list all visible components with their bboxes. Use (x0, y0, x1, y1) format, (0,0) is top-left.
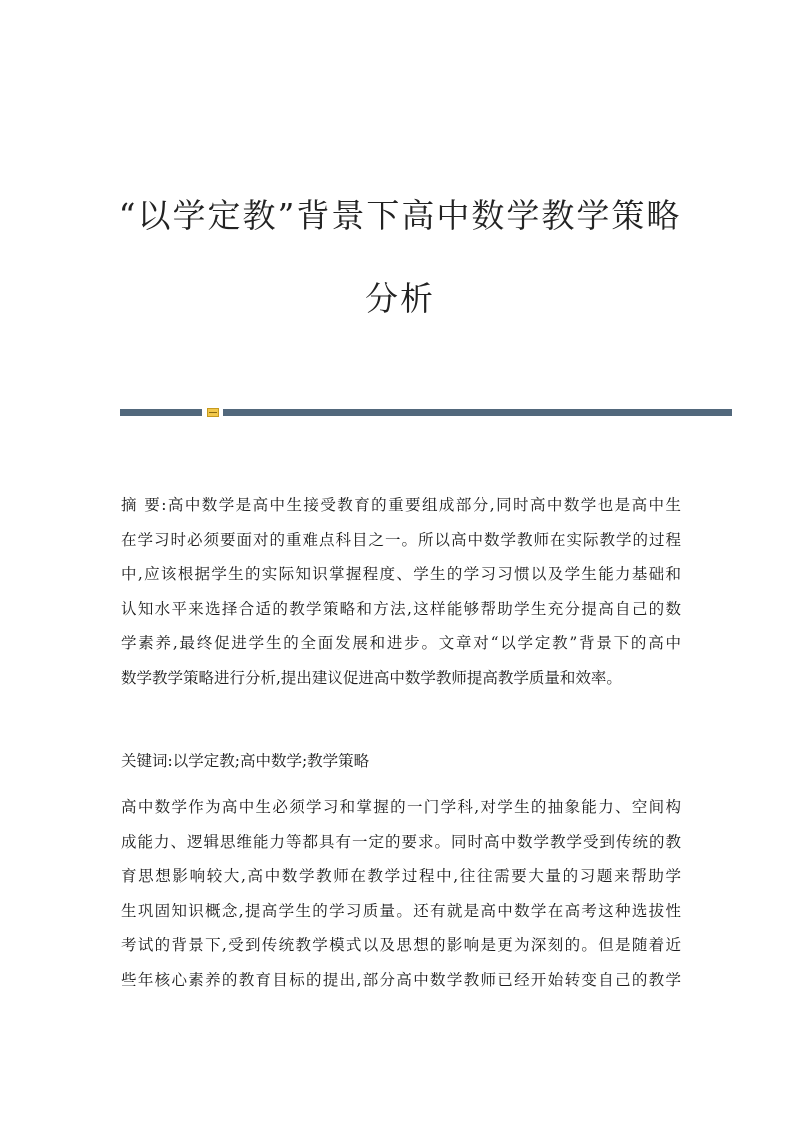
body-line: 生巩固知识概念,提高学生的学习质量。还有就是高中数学在高考这种选拔性 (121, 901, 681, 920)
body-line: 成能力、逻辑思维能力等都具有一定的要求。同时高中数学教学受到传统的教 (121, 832, 681, 851)
divider-bar-right (223, 409, 732, 416)
body-paragraph (121, 790, 681, 997)
abstract-line: 摘 要:高中数学是高中生接受教育的重要组成部分,同时高中数学也是高中生 (121, 496, 681, 514)
title-divider (120, 404, 732, 418)
abstract-line: 数学教学策略进行分析,提出建议促进高中数学教师提高教学质量和效率。 (121, 668, 622, 687)
keywords-line: 关键词:以学定教;高中数学;教学策略 (121, 752, 370, 770)
document-title-line-2: 分析 (365, 279, 435, 318)
keywords (121, 744, 681, 779)
body-line: 育思想影响较大,高中数学教师在教学过程中,往往需要大量的习题来帮助学 (121, 867, 681, 885)
body-line: 考试的背景下,受到传统教学模式以及思想的影响是更为深刻的。但是随着近 (121, 936, 681, 954)
document-title-line-1: “以学定教”背景下高中数学教学策略 (118, 196, 682, 235)
divider-ornament-icon (207, 408, 219, 417)
abstract-line: 中,应该根据学生的实际知识掌握程度、学生的学习习惯以及学生能力基础和 (121, 565, 681, 583)
abstract-line: 学素养,最终促进学生的全面发展和进步。文章对“以学定教”背景下的高中 (121, 634, 681, 652)
body-line: 高中数学作为高中生必须学习和掌握的一门学科,对学生的抽象能力、空间构 (121, 798, 681, 816)
divider-bar-left (120, 409, 202, 416)
body-line: 些年核心素养的教育目标的提出,部分高中数学教师已经开始转变自己的教学 (121, 970, 681, 989)
abstract-line: 在学习时必须要面对的重难点科目之一。所以高中数学教师在实际教学的过程 (121, 530, 681, 549)
abstract (121, 488, 681, 695)
abstract-line: 认知水平来选择合适的教学策略和方法,这样能够帮助学生充分提高自己的数 (121, 599, 681, 618)
